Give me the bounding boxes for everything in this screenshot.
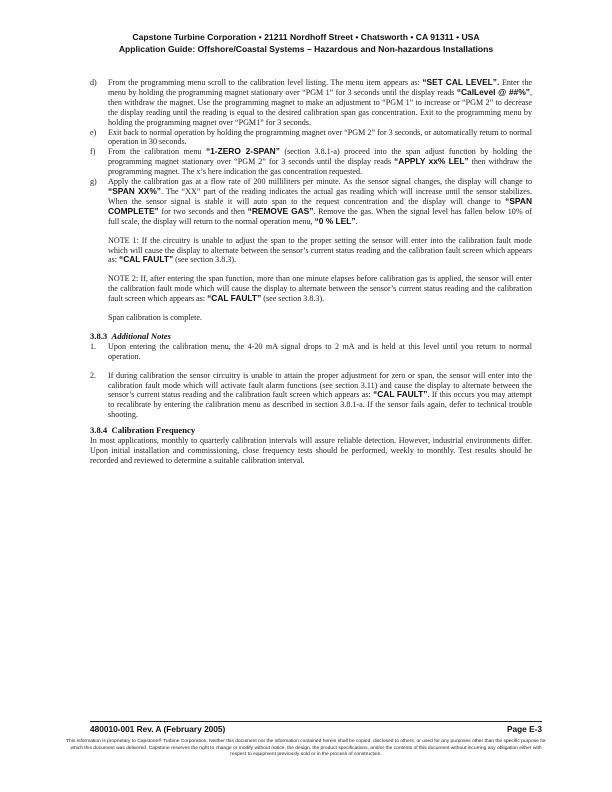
text-run: If during calibration the sensor circuitry is unable to attain the proper adjustment for zero or span, the sensor will enter into the calibration fault mode which will activate fault alarm functions (see section 3.11) and cause the display to alternate between the sensor’s current status reading and the calibration fault screen which appears as: xyxy=(108,370,532,400)
text-run: (see section 3.8.3). xyxy=(261,294,325,304)
text-run: . Remove the gas. When the signal level has fallen below 10% of full scale, the display will return to the normal operation menu, xyxy=(108,206,532,226)
additional-note-2 xyxy=(90,371,532,421)
step-text xyxy=(108,177,532,227)
notes-block xyxy=(90,227,532,323)
display-message: “APPLY xx% LEL” xyxy=(394,156,469,167)
item-label: 1. xyxy=(90,341,97,351)
text-run: From the programming menu scroll to the calibration level listing. The menu item appears as: xyxy=(108,78,423,87)
text-run: Apply the calibration gas at a flow rate of 200 milliliters per minute. As the sensor signal changes, the display will change to xyxy=(108,177,532,187)
display-message: “CAL FAULT” xyxy=(373,389,428,400)
header-guide-title: Application Guide: Offshore/Coastal Systems – Hazardous and Non-hazardous Installations xyxy=(118,44,494,54)
section-number: 3.8.4 xyxy=(90,425,108,436)
section-3-8-3-heading xyxy=(90,332,532,342)
step-e xyxy=(90,128,532,148)
span-complete-text: Span calibration is complete. xyxy=(108,313,202,323)
section-title: Calibration Frequency xyxy=(111,425,196,436)
page-body xyxy=(90,78,532,466)
display-message: “SPAN COMPLETE” xyxy=(108,195,532,216)
display-message: “REMOVE GAS” xyxy=(247,205,314,216)
text-run: NOTE 2: If, after entering the span function, more than one minute elapses before calibration gas is applied, the sensor will enter the calibration fault mode which will cause the display to alternate between the sensor’s current status reading and the calibration fault screen which appears as: xyxy=(108,274,532,304)
item-label: 2. xyxy=(90,370,97,380)
item-text xyxy=(108,342,532,362)
step-label: f) xyxy=(90,147,96,157)
footer-doc-number: 480010-001 Rev. A (February 2005) xyxy=(90,724,226,734)
display-message: “CAL FAULT” xyxy=(207,293,262,304)
text-run: then withdraw the programming magnet. The x’s here indication the gas concentration requested. xyxy=(108,157,532,177)
note-2 xyxy=(108,274,532,304)
text-run: NOTE 1: If the circuitry is unable to adjust the span to the proper setting the sensor will enter into the calibration fault mode which will cause the display to alternate between the sensor’s current status reading and the calibration fault screen which appears as: xyxy=(108,235,532,265)
footer-divider xyxy=(90,721,542,722)
footer-disclaimer: This information is proprietary to Capstone® Turbine Corporation. Neither this document nor the information contained herein shall be copied, disclosed to others, or used for any purposes other than the specific purpose for which this document was delivered. Capstone reserves the right to change or modify without notice, the design, the product specifications, and/or the contents of this document without incurring any obligation either with respect to equipment previously sold or in the process of construction. xyxy=(66,739,546,758)
step-text xyxy=(108,128,532,148)
display-message: “SPAN XX%” xyxy=(108,185,161,196)
display-message: “CAL FAULT” xyxy=(119,254,174,265)
step-text xyxy=(108,78,532,128)
text-run: Upon entering the calibration menu, the 4-20 mA signal drops to 2 mA and is held at this level until you return to normal operation. xyxy=(108,341,532,361)
note-1 xyxy=(108,236,532,266)
step-d xyxy=(90,78,532,128)
text-run: From the calibration menu xyxy=(108,147,206,157)
calibration-frequency-text: In most applications, monthly to quarterly calibration intervals will assure reliable detection. However, industrial environments differ. Upon initial installation and commissioning, close frequency tests should be performed, weekly to monthly. Test results should be recorded and reviewed to determine a suitable calibration interval. xyxy=(90,436,532,465)
step-f xyxy=(90,147,532,177)
text-run: . If this occurs you may attempt to recalibrate by entering the calibration menu as described in section 3.8.1-a. If the sensor fails again, defer to technical trouble shooting. xyxy=(108,390,532,420)
text-run: Exit back to normal operation by holding the programming magnet over “PGM 2” for 3 seconds, or automatically return to normal operation in 30 seconds. xyxy=(108,127,532,147)
text-run: (see section 3.8.3). xyxy=(173,255,237,265)
display-message: “SET CAL LEVEL”. xyxy=(422,77,500,87)
display-message: “CalLevel @ ##%” xyxy=(456,86,530,97)
text-run: for two seconds and then xyxy=(158,206,248,216)
display-message: “1-ZERO 2-SPAN” xyxy=(205,146,280,157)
step-label: g) xyxy=(90,177,97,187)
section-3-8-4-heading xyxy=(90,426,532,436)
item-text xyxy=(108,371,532,421)
text-run: . xyxy=(355,216,358,226)
additional-note-1 xyxy=(90,342,532,362)
step-label: e) xyxy=(90,127,97,137)
step-text xyxy=(108,147,532,177)
footer-page-number: Page E-3 xyxy=(506,724,542,734)
step-g xyxy=(90,177,532,227)
section-number: 3.8.3 xyxy=(90,330,108,341)
step-label: d) xyxy=(90,78,97,87)
text-run: Enter the menu by holding the programming magnet stationary over “PGM 1” for 3 seconds until the display reads xyxy=(108,78,532,97)
section-title: Additional Notes xyxy=(111,330,171,341)
header-company-line: Capstone Turbine Corporation • 21211 Nordhoff Street • Chatsworth • CA 91311 • USA xyxy=(132,32,480,42)
display-message: “0 % LEL” xyxy=(314,215,356,226)
text-run: , then withdraw the magnet. Use the programming magnet to make an adjustment to “PGM 1” to increase or “PGM 2” to decrease the display reading until the reading is equal to the desired calibration span gas concentration. Exit to the programming menu by holding the programming magnet over “PGM1” for 3 seconds. xyxy=(108,87,533,127)
text-run: . The “XX” part of the reading indicates the actual gas reading which will increase until the sensor stabilizes. When the sensor signal is stable it will auto span to the request concentration and the display will change to xyxy=(108,186,532,206)
text-run: (section 3.8.1-a) proceed into the span adjust function by holding the programming magnet stationary over “PGM 2” for 3 seconds until the display reads xyxy=(108,147,532,167)
